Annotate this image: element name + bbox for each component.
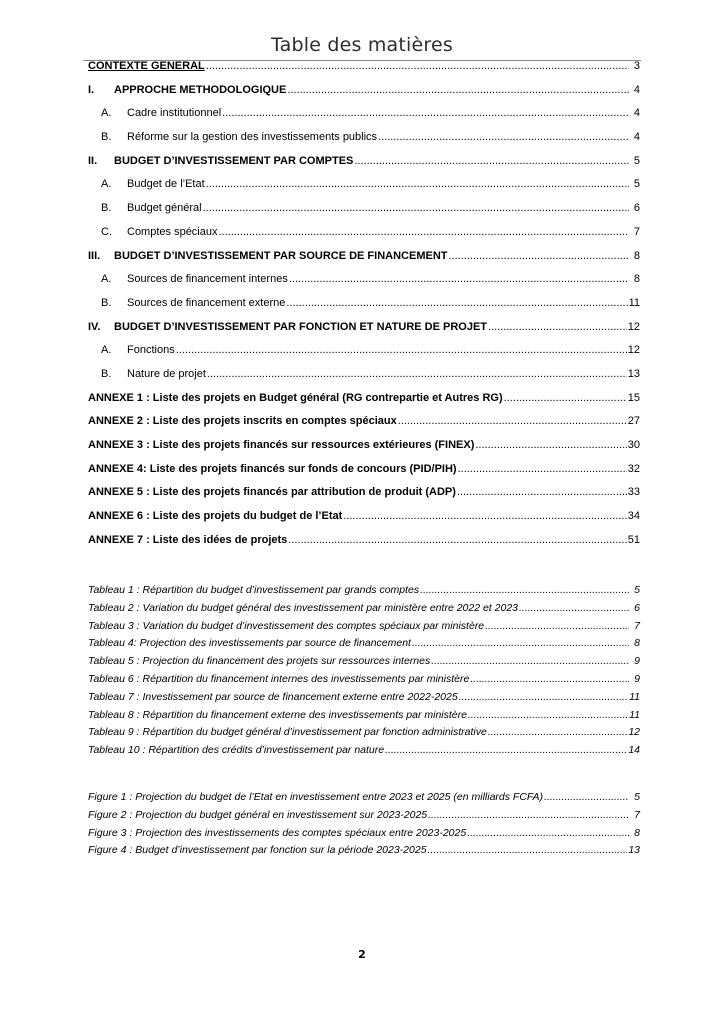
entry-page-number: 8 bbox=[633, 249, 640, 262]
entry-number: C. bbox=[101, 225, 112, 238]
entry-title: ANNEXE 1 : Liste des projets en Budget général (RG contrepartie et Autres RG) bbox=[88, 391, 503, 404]
entry-title: Fonctions bbox=[127, 344, 175, 357]
toc-entry[interactable] bbox=[88, 84, 640, 108]
dot-leader bbox=[519, 602, 629, 614]
entry-title: Tableau 7 : Investissement par source de financement externe entre 2022-2025 bbox=[88, 690, 458, 703]
dot-leader bbox=[222, 107, 629, 119]
toc-entry[interactable] bbox=[88, 250, 640, 274]
entry-page-number: 9 bbox=[634, 672, 640, 685]
dot-leader bbox=[219, 226, 630, 238]
toc-entry[interactable] bbox=[88, 297, 640, 321]
entry-title: ANNEXE 6 : Liste des projets du budget de l’Etat bbox=[88, 510, 343, 523]
toc-entry[interactable] bbox=[88, 344, 640, 368]
entry-page-number: 5 bbox=[634, 791, 640, 803]
list-of-figures bbox=[88, 791, 640, 862]
entry-page-number: 8 bbox=[634, 826, 640, 839]
dot-leader bbox=[475, 439, 626, 451]
entry-title: Tableau 6 : Répartition du financement internes des investissements par ministère bbox=[88, 672, 470, 685]
dot-leader bbox=[504, 392, 627, 404]
page-number: 2 bbox=[358, 948, 366, 961]
entry-page-number: 7 bbox=[633, 225, 640, 238]
entry-page-number: 12 bbox=[628, 726, 640, 739]
entry-title: Sources de financement externe bbox=[127, 296, 286, 309]
entry-title: Tableau 3 : Variation du budget d’investissement des comptes spéciaux par ministère bbox=[88, 619, 485, 632]
toc-entry[interactable] bbox=[88, 637, 640, 655]
entry-page-number: 4 bbox=[633, 131, 640, 144]
dot-leader bbox=[468, 709, 628, 721]
toc-entry[interactable] bbox=[88, 691, 640, 709]
entry-title: ANNEXE 5 : Liste des projets financés par attribution de produit (ADP) bbox=[88, 486, 456, 499]
entry-page-number: 8 bbox=[633, 273, 640, 286]
dot-leader bbox=[467, 827, 629, 839]
entry-title: Sources de financement internes bbox=[127, 273, 288, 286]
dot-leader bbox=[485, 620, 629, 632]
toc-entry[interactable] bbox=[88, 510, 640, 534]
entry-title: BUDGET D’INVESTISSEMENT PAR FONCTION ET NATURE DE PROJET bbox=[114, 320, 488, 333]
toc-entry[interactable] bbox=[88, 673, 640, 691]
toc-entry[interactable] bbox=[88, 620, 640, 638]
toc-entry[interactable] bbox=[88, 202, 640, 226]
toc-entry[interactable] bbox=[88, 273, 640, 297]
toc-entry[interactable] bbox=[88, 584, 640, 602]
toc-entry[interactable] bbox=[88, 321, 640, 345]
entry-title: Budget de l’Etat bbox=[127, 178, 205, 191]
toc-entry[interactable] bbox=[88, 226, 640, 250]
toc-entry[interactable] bbox=[88, 534, 640, 558]
entry-number: III. bbox=[88, 249, 101, 262]
entry-title: Tableau 1 : Répartition du budget d’investissement par grands comptes bbox=[88, 584, 420, 596]
entry-page-number: 34 bbox=[627, 510, 640, 523]
page-title: Table des matières bbox=[270, 34, 453, 56]
dot-leader bbox=[428, 844, 628, 856]
entry-title: Tableau 9 : Répartition du budget général d’investissement par fonction administrative bbox=[88, 726, 487, 739]
entry-page-number: 8 bbox=[634, 637, 640, 650]
toc-entry[interactable] bbox=[88, 809, 640, 827]
entry-page-number: 11 bbox=[629, 708, 640, 721]
entry-page-number: 5 bbox=[633, 178, 640, 191]
dot-leader bbox=[206, 178, 629, 190]
entry-title: Figure 4 : Budget d’investissement par fonction sur la période 2023-2025 bbox=[88, 844, 427, 857]
dot-leader bbox=[398, 415, 627, 427]
entry-page-number: 13 bbox=[628, 844, 640, 857]
entry-page-number: 11 bbox=[628, 296, 640, 309]
toc-entry[interactable] bbox=[88, 709, 640, 727]
entry-number: A. bbox=[101, 107, 112, 120]
dot-leader bbox=[428, 809, 629, 821]
dot-leader bbox=[459, 691, 628, 703]
dot-leader bbox=[457, 486, 627, 498]
toc-entry[interactable] bbox=[88, 791, 640, 809]
toc-entry[interactable] bbox=[88, 827, 640, 845]
entry-title: Tableau 10 : Répartition des crédits d’investissement par nature bbox=[88, 744, 385, 757]
dot-leader bbox=[431, 655, 629, 667]
entry-page-number: 12 bbox=[627, 344, 640, 357]
entry-title: Tableau 5 : Projection du financement des projets sur ressources internes bbox=[88, 655, 431, 668]
entry-number: A. bbox=[101, 273, 112, 286]
dot-leader bbox=[449, 250, 630, 262]
toc-entry[interactable] bbox=[88, 415, 640, 439]
toc-entry[interactable] bbox=[88, 60, 640, 84]
dot-leader bbox=[287, 84, 629, 96]
toc-entry[interactable] bbox=[88, 107, 640, 131]
dot-leader bbox=[385, 744, 627, 756]
dot-leader bbox=[286, 297, 627, 309]
entry-number: II. bbox=[88, 154, 98, 167]
entry-number: IV. bbox=[88, 320, 101, 333]
entry-page-number: 14 bbox=[628, 744, 640, 757]
dot-leader bbox=[289, 273, 629, 285]
entry-page-number: 33 bbox=[627, 486, 640, 499]
toc-entry[interactable] bbox=[88, 131, 640, 155]
entry-page-number: 30 bbox=[627, 439, 640, 451]
dot-leader bbox=[488, 726, 627, 738]
entry-title: Nature de projet bbox=[127, 367, 206, 380]
dot-leader bbox=[176, 344, 627, 356]
entry-title: ANNEXE 4: Liste des projets financés sur fonds de concours (PID/PIH) bbox=[88, 462, 457, 475]
entry-title: Comptes spéciaux bbox=[127, 225, 218, 238]
dot-leader bbox=[207, 368, 627, 380]
dot-leader bbox=[544, 791, 629, 803]
entry-title: Figure 2 : Projection du budget général en investissement sur 2023-2025 bbox=[88, 808, 428, 821]
entry-title: ANNEXE 3 : Liste des projets financés sur ressources extérieures (FINEX) bbox=[88, 439, 475, 451]
entry-page-number: 6 bbox=[633, 202, 640, 215]
entry-number: B. bbox=[101, 367, 112, 380]
entry-title: Figure 1 : Projection du budget de l’Etat en investissement entre 2023 et 2025 (en milliards FCFA) bbox=[88, 791, 544, 803]
toc-entry[interactable] bbox=[88, 844, 640, 862]
entry-number: I. bbox=[88, 83, 95, 96]
dot-leader bbox=[378, 131, 629, 143]
dot-leader bbox=[412, 637, 629, 649]
entry-page-number: 6 bbox=[634, 601, 640, 614]
entry-title: BUDGET D’INVESTISSEMENT PAR SOURCE DE FINANCEMENT bbox=[114, 249, 448, 262]
dot-leader bbox=[488, 321, 627, 333]
entry-page-number: 32 bbox=[627, 462, 640, 475]
entry-number: B. bbox=[101, 296, 112, 309]
entry-title: ANNEXE 2 : Liste des projets inscrits en comptes spéciaux bbox=[88, 415, 397, 428]
toc-entry[interactable] bbox=[88, 178, 640, 202]
entry-title: Tableau 8 : Répartition du financement externe des investissements par ministère bbox=[88, 708, 467, 721]
entry-title: Tableau 2 : Variation du budget général des investissement par ministère entre 2022 et 2023 bbox=[88, 601, 519, 614]
toc-entry[interactable] bbox=[88, 602, 640, 620]
entry-page-number: 5 bbox=[633, 154, 640, 167]
entry-number: A. bbox=[101, 178, 112, 191]
dot-leader bbox=[288, 534, 626, 546]
entry-page-number: 13 bbox=[627, 367, 640, 380]
entry-page-number: 51 bbox=[627, 533, 640, 546]
entry-page-number: 7 bbox=[634, 808, 640, 821]
dot-leader bbox=[420, 584, 629, 596]
toc-entry[interactable] bbox=[88, 155, 640, 179]
entry-title: CONTEXTE GENERAL bbox=[88, 60, 205, 72]
entry-page-number: 15 bbox=[627, 391, 640, 404]
toc-entry[interactable] bbox=[88, 439, 640, 463]
entry-page-number: 27 bbox=[627, 415, 640, 428]
entry-number: B. bbox=[101, 131, 112, 144]
toc-entry[interactable] bbox=[88, 655, 640, 673]
entry-title: Tableau 4: Projection des investissements par source de financement bbox=[88, 637, 411, 650]
entry-page-number: 5 bbox=[634, 584, 640, 596]
dot-leader bbox=[206, 60, 629, 72]
toc-entry[interactable] bbox=[88, 368, 640, 392]
toc-entry[interactable] bbox=[88, 392, 640, 416]
entry-title: Réforme sur la gestion des investissements publics bbox=[127, 131, 378, 144]
dot-leader bbox=[470, 673, 629, 685]
entry-page-number: 9 bbox=[634, 655, 640, 668]
entry-title: APPROCHE METHODOLOGIQUE bbox=[114, 83, 287, 96]
entry-page-number: 7 bbox=[634, 619, 640, 632]
dot-leader bbox=[343, 510, 626, 522]
entry-page-number: 4 bbox=[633, 83, 640, 96]
entry-title: Cadre institutionnel bbox=[127, 107, 222, 120]
entry-title: ANNEXE 7 : Liste des idées de projets bbox=[88, 533, 288, 546]
entry-number: B. bbox=[101, 202, 112, 215]
entry-page-number: 12 bbox=[627, 320, 640, 333]
list-of-tables bbox=[88, 584, 640, 762]
toc-entry[interactable] bbox=[88, 486, 640, 510]
dot-leader bbox=[203, 202, 629, 214]
entry-page-number: 11 bbox=[629, 690, 640, 703]
entry-title: Figure 3 : Projection des investissements des comptes spéciaux entre 2023-2025 bbox=[88, 826, 467, 839]
entry-page-number: 4 bbox=[633, 107, 640, 120]
entry-title: BUDGET D’INVESTISSEMENT PAR COMPTES bbox=[114, 154, 354, 167]
entry-page-number: 3 bbox=[633, 60, 640, 72]
table-of-contents bbox=[88, 60, 640, 557]
dot-leader bbox=[458, 463, 627, 475]
entry-title: Budget général bbox=[127, 202, 202, 215]
toc-entry[interactable] bbox=[88, 744, 640, 762]
dot-leader bbox=[354, 155, 629, 167]
toc-entry[interactable] bbox=[88, 463, 640, 487]
entry-number: A. bbox=[101, 344, 112, 357]
toc-entry[interactable] bbox=[88, 726, 640, 744]
